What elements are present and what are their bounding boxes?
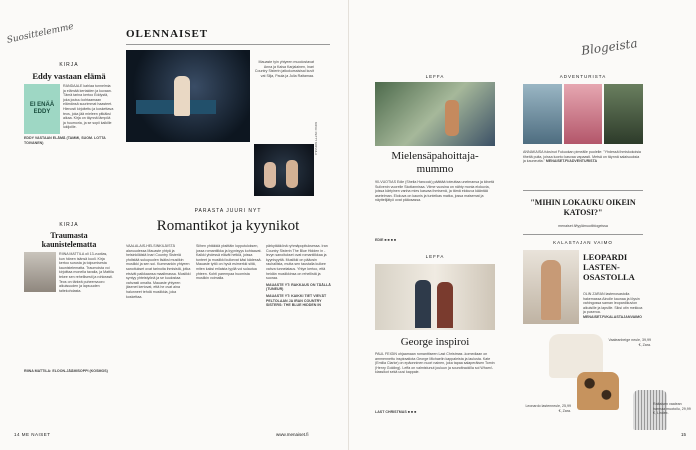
section-label: LEFFA <box>425 254 445 259</box>
section-label: LEFFA <box>425 74 445 79</box>
column-text: VAALALAIS-HELSINKILÄISTÄ alanuudessa Mauaste yhtyä ja helsinkiläistä Inari Country Sisteriä yhdistää sukupuolen lisäksi musiikin musiikki ja sen soi. Kummankin yhtyeen sanoitukset ovat tarinoita ihmisistä, jotka etsivät paikkaansa maailmassa. Musiikki syntyy yhteistyönä ja se kuulostaa vahvasti omalta. Mauaste yhtyeen jäsenet kertovat, että he ovat aina halunneet tehdä musiikkia, joka koskettaa. <box>126 244 191 299</box>
article-column-1 <box>126 244 192 400</box>
product-caption-1: Vaaleanbeige neule, 39,99 €, Zara. <box>608 338 651 347</box>
blog-body-kalastajan <box>583 292 645 336</box>
album-credit: MAUASTE YT: KAIKKI TIET VIEVÄT PELTOLAAN JA IRAN COUNTRY SISTERS: THE BLUE HIDDEN IN <box>266 293 327 308</box>
book-body: RANDAALE kahlaa tunnelmia ja elämää kertaiden ja kuvaan. Tämä tarina kertoo Eddystä, joka joutuu kohtaamaan elämänsä suurimmat haasteet. Hienosti kirjoitettu ja koskettava teos, joka jää mieleen pitkäksi aikaa. Kirja on täynnä lämpöä ja huumoria, ja se sopii kaikille lukijoille. <box>63 84 114 130</box>
person-figure <box>264 162 276 188</box>
photo-credit: KUVA: PETTY KOIVULA <box>314 122 318 156</box>
divider <box>523 234 643 235</box>
photo-caption: Mauaste tyin yhtyeen muodostavat Anna ja Kaisa Karjalainen, Inari Country Sisterin jatkokurssisisal kuvit vat Silja, Paula ja Julia Raitamaa. <box>254 60 314 78</box>
movie-title-2: George inspiroi <box>400 336 470 348</box>
article-column-3 <box>266 244 332 400</box>
article-kicker: PARASTA JUURI NYT <box>194 208 262 214</box>
folio-left: 14 ME NAISET <box>14 432 51 437</box>
product-caption-2: Leonardo lastenneule, 25,99 €, Zara. <box>525 404 571 413</box>
book-review-1 <box>24 62 114 145</box>
movie-still-1 <box>375 82 495 146</box>
book-cover-text: EI ENÄÄ EDDY <box>29 102 55 115</box>
section-label: KIRJA <box>59 222 79 228</box>
divider <box>523 190 643 191</box>
book-title: Traumasta kaunistelematta <box>41 231 97 249</box>
band-photo-2 <box>254 144 314 196</box>
book-review-2 <box>24 222 114 374</box>
movie-body-2 <box>375 352 495 408</box>
person-figure <box>541 260 561 320</box>
masthead-rule <box>126 44 330 45</box>
article-headline: Romantikot ja kyynikot <box>156 218 300 234</box>
person-figure <box>286 160 298 188</box>
person-figure <box>174 76 190 116</box>
blog-photo <box>523 84 562 144</box>
blog-photo <box>604 84 643 144</box>
article-column-2 <box>196 244 262 400</box>
blog-quote-source[interactable]: menaiset.fi/tyylämuotiblogeissa <box>558 224 608 228</box>
section-label: ADVENTURISTA <box>559 74 607 79</box>
book-credit: RIINA MATTILA: ELOON-JÄÄMISOPPI (KOSMOS) <box>24 369 108 373</box>
book-cover <box>24 84 60 134</box>
blog-link[interactable]: MENAISET.FI/KALASTAJANVAIMO <box>583 314 642 319</box>
blog-link[interactable]: MENAISET.FI/ADVENTURISTA <box>545 159 598 164</box>
folio-right: 15 <box>681 432 687 437</box>
movie-text: 90-VUOTIAS Edie (Sheila Hancock) päättää toteuttaa unelmansa ja kiivetä Suilvenin vuorelle Skotlannissa. Viime vuosina on nähty monia elokuvia, joissa kärtyinen vanha mies kasvaa ihmisenä, ja tämä elokuva kääntää asetelman. Elokuva on kaunis ja tunteikas matka, jossa maisemat ja näyttelijätyö ovat pääosassa. <box>375 180 495 203</box>
blog-quote: "MIHIN LOKAUKU OIKEIN KATOSI?" <box>530 198 636 217</box>
blog-text: ANNAKAISA fuksinut Fukuokan pimeälle puolelle: "Yhdessä ihmiskokoisia tiheitä puita, joissa luonto kasvaa vapaasti. Metsä on täynnä salaisuuksia ja kauneutta." <box>523 150 641 164</box>
blog-text: OLIN ZARAN lastenosastolla hakemassa Ainolle kaunaa ja löysin vahingossa saman leopardikuvion aikuisille ja lapsille. Siksi otin mekkoa ja puseroa. <box>583 292 643 315</box>
book-body: RIINA MATTILA oli 13-vuotias, kun hänen isänsä kuoli. Kirja kertoo surusta ja toipumisesta kaunistelematta. Traumoista voi kirjoittaa monella tavalla, ja Mattila tekee sen rehellisesti ja rohkeasti. Teos on tärkeä puheenvuoro aikuisuuden ja lapsuuden taitekohdasta. <box>59 252 114 293</box>
person-figure <box>437 282 453 328</box>
movie-body-1 <box>375 180 495 236</box>
section-label: KALASTAJAN VAIMO <box>553 240 613 245</box>
book-credit: EDDY VASTAAN ELÄMÄ (TAMMI, SUOM. LOTTA TOIVANEN) <box>24 136 106 145</box>
product-caption-3: Raitaisen vaalean harmaa muotoilu, 29,99 €, Lindex. <box>653 402 691 416</box>
corner-script-right: Blogeista <box>580 36 639 58</box>
band-photo-1 <box>126 50 250 142</box>
column-text: pärkytääkönä ryhmäpopituksessa. Iran Country Sisterin The Blue Hidden in -levyn sanoitukset ovat romantiikkaa ja kyynisyyttä. Musiikki on pääosin rauhallista, mutta sen taustalla kulkee vahva tunnelataus. Yhtye kertoo, että heidän musiikkinsa on rehellistä ja suoraa. <box>266 244 328 281</box>
author-photo <box>24 252 56 292</box>
masthead: OLENNAISET <box>126 28 209 40</box>
person-figure <box>445 100 459 136</box>
blog-title: LEOPARDI LASTEN-OSASTOLLA <box>583 252 635 282</box>
corner-script-left: Suosittelemme <box>6 21 75 46</box>
column-text: Siihen yhtäkkiä yksittäin lopputuloksen, jossa romantiikka ja kyynisyys kohtaavat. Kaikki yhdessä elävät hetkiä, joissa tunteet ja musiikki kulkevat käsi kädessä. Mauaste tyttö on hyvä esimerkki siitä, miten kaksi erilaista tyyliä voi sulautua yhteen. Kohti parempaa huomista musiikin voimalla. <box>196 244 262 281</box>
movie-title-1: Mielensäpahoittaja-mummo <box>391 150 479 175</box>
movie-rating-1: EDIE ■ ■ ■ ■ <box>375 238 397 242</box>
movie-still-2 <box>375 264 495 330</box>
blog-photo <box>564 84 603 144</box>
website-url: www.menaiset.fi <box>276 432 309 437</box>
movie-text: PAUL FEIGIN ohjaamaan romanttiseen Last Christmas -komediaan on ammennettu inspiraatiota George Michaelin kappaleista ja laulusta. Kate (Emilia Clarke) on epäonninen nuori nainen, joka tapaa salaperäisen Tomin (Henry Golding). Leffa on valmistunut jouluun ja soundtrackilla soi Wham!-klassikot sekä uusi kappale. <box>375 352 495 375</box>
movie-rating-2: LAST CHRISTMAS ■ ■ ■ <box>375 410 417 414</box>
blog-body-adventurista <box>523 150 643 186</box>
blogger-photo <box>523 250 579 324</box>
album-credit: MAUASTE YT: RAKKAUS ON TÄÄLLÄ (TUNEUR) <box>266 282 331 292</box>
product-sweater-leopard <box>577 372 619 410</box>
person-figure <box>415 280 431 328</box>
right-page <box>348 0 696 450</box>
section-label: KIRJA <box>59 62 79 68</box>
blog-photo-strip <box>523 84 643 144</box>
book-title: Eddy vastaan elämä <box>32 71 106 81</box>
